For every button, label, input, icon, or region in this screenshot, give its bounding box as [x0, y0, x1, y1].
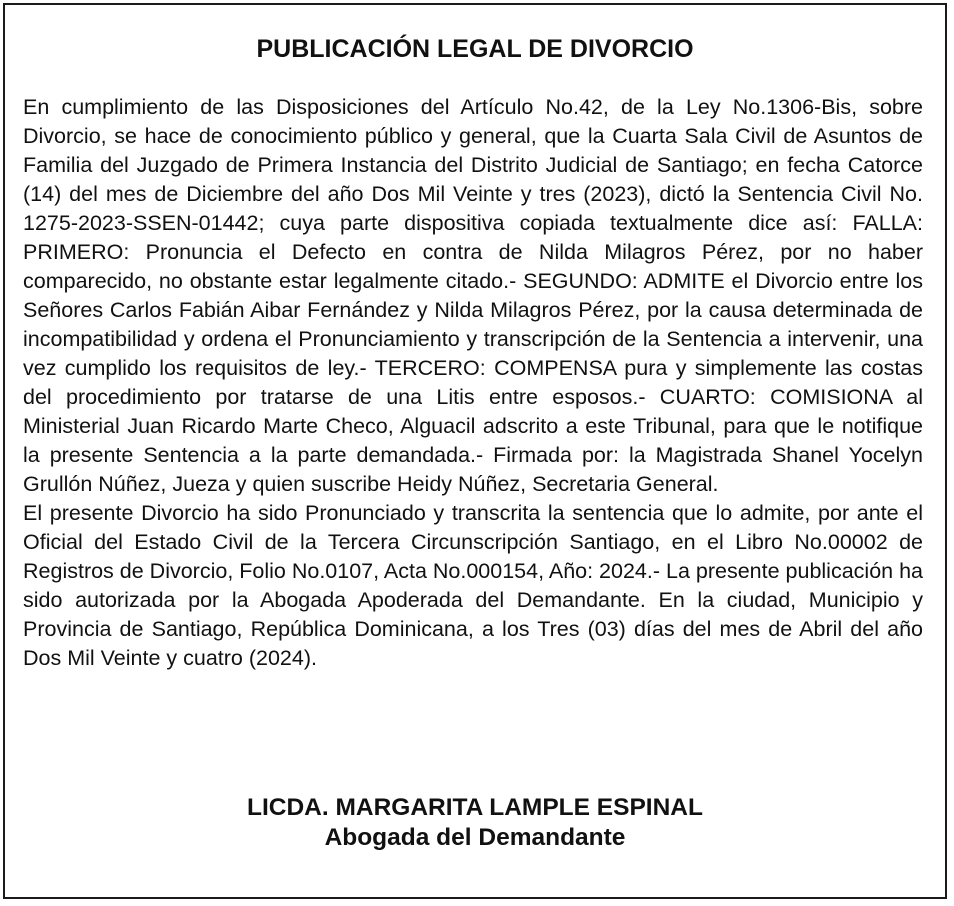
notice-paragraph-ruling: En cumplimiento de las Disposiciones del Artículo No.42, de la Ley No.1306-Bis, sobre Divorcio, se hace de conocimiento público y general, que la Cuarta Sala Civil de Asuntos de Familia del Juzgado de Primera Instancia del Distrito Judicial de Santiago; en fecha Catorce (14) del mes de Diciembre del año Dos Mil Veinte y tres (2023), dictó la Sentencia Civil No. 1275-2023-SSEN-01442; cuya parte dispositiva copiada textualmente dice así: FALLA: PRIMERO: Pronuncia el Defecto en contra de Nilda Milagros Pérez, por no haber comparecido, no obstante estar legalmente citado.- SEGUNDO: ADMITE el Divorcio entre los Señores Carlos Fabián Aibar Fernández y Nilda Milagros Pérez, por la causa determinada de incompatibilidad y ordena el Pronunciamiento y transcripción de la Sentencia a intervenir, una vez cumplido los requisitos de ley.- TERCERO: COMPENSA pura y simplemente las costas del procedimiento por tratarse de una Litis entre esposos.- CUARTO: COMISIONA al Ministerial Juan Ricardo Marte Checo, Alguacil adscrito a este Tribunal, para que le notifique la presente Sentencia a la parte demandada.- Firmada por: la Magistrada Shanel Yocelyn Grullón Núñez, Jueza y quien suscribe Heidy Núñez, Secretaria General. [23, 95, 923, 496]
signature-name: LICDA. MARGARITA LAMPLE ESPINAL [247, 794, 703, 821]
notice-body [23, 93, 923, 673]
legal-notice-frame [3, 3, 947, 899]
notice-paragraph-registration: El presente Divorcio ha sido Pronunciado y transcrita la sentencia que lo admite, por ante el Oficial del Estado Civil de la Tercera Circunscripción Santiago, en el Libro No.00002 de Registros de Divorcio, Folio No.0107, Acta No.000154, Año: 2024.- La presente publicación ha sido autorizada por la Abogada Apoderada del Demandante. En la ciudad, Municipio y Provincia de Santiago, República Dominicana, a los Tres (03) días del mes de Abril del año Dos Mil Veinte y cuatro (2024). [23, 501, 923, 670]
signature-block [5, 793, 945, 853]
notice-title: PUBLICACIÓN LEGAL DE DIVORCIO [256, 35, 694, 63]
signature-role: Abogada del Demandante [324, 824, 626, 851]
